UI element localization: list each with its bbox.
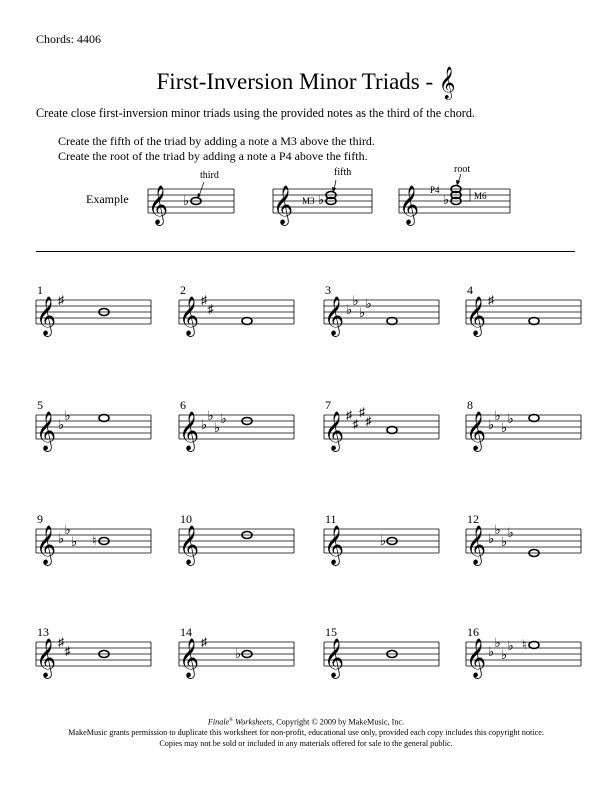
flat-icon: ♭ — [235, 646, 242, 661]
flat-icon: ♭ — [220, 411, 227, 426]
divider — [36, 251, 575, 252]
sharp-icon: ♯ — [365, 414, 372, 428]
flat-icon: ♭ — [64, 408, 71, 423]
sharp-icon: ♯ — [58, 635, 64, 649]
flat-icon: ♭ — [488, 644, 495, 659]
treble-clef-icon: 𝄞 — [466, 298, 487, 335]
exercise-staff — [179, 635, 294, 679]
exercise-number: 12 — [467, 512, 479, 526]
treble-clef-icon: 𝄞 — [324, 413, 345, 450]
treble-clef-icon: 𝄞 — [179, 413, 200, 450]
exercise-staff — [466, 522, 581, 566]
sharp-icon: ♯ — [201, 293, 207, 307]
annotation-m6: M6 — [474, 191, 487, 201]
annotation-root: root — [454, 164, 471, 175]
sharp-icon: ♯ — [359, 405, 365, 419]
treble-clef-icon: 𝄞 — [36, 527, 57, 564]
exercise-number: 6 — [180, 398, 186, 412]
flat-icon: ♭ — [359, 305, 366, 320]
sharp-icon: ♯ — [64, 644, 71, 658]
flat-icon: ♭ — [501, 647, 508, 662]
exercise-staff — [36, 522, 151, 566]
sharp-icon: ♯ — [201, 635, 207, 649]
exercise-number: 1 — [37, 283, 43, 297]
treble-clef-icon: 𝄞 — [324, 527, 345, 564]
treble-clef-icon: 𝄞 — [36, 413, 57, 450]
flat-icon: ♭ — [214, 420, 221, 435]
flat-icon: ♭ — [488, 417, 495, 432]
page-title-text: First-Inversion Minor Triads - — [156, 69, 434, 94]
exercise-number: 13 — [37, 625, 49, 639]
treble-clef-icon: 𝄞 — [466, 640, 487, 677]
flat-icon: ♭ — [71, 534, 78, 549]
exercise-number: 4 — [467, 283, 473, 297]
exercise-staff — [179, 408, 294, 452]
exercise-number: 16 — [467, 625, 479, 639]
flat-icon: ♭ — [488, 531, 495, 546]
note-head — [242, 318, 252, 325]
exercise-number: 3 — [325, 283, 331, 297]
annotation-fifth: fifth — [334, 167, 352, 178]
footer-italic: Worksheets — [235, 717, 273, 727]
flat-icon: ♭ — [443, 192, 450, 207]
treble-clef-icon: 𝄞 — [399, 187, 420, 224]
exercise-staves — [0, 280, 612, 680]
exercise-staff — [179, 526, 294, 566]
treble-clef-icon: 𝄞 — [36, 298, 57, 335]
treble-clef-icon: 𝄞 — [36, 640, 57, 677]
example-label: Example — [86, 192, 129, 206]
treble-clef-icon: 𝄞 — [179, 527, 200, 564]
exercise-staff — [324, 405, 439, 452]
footer-brand: Finale — [207, 717, 230, 727]
flat-icon: ♭ — [380, 533, 387, 548]
flat-icon: ♭ — [494, 522, 501, 537]
footer — [0, 716, 612, 749]
flat-icon: ♭ — [494, 635, 501, 650]
exercise-staff — [324, 526, 439, 566]
exercise-staff — [36, 408, 151, 452]
treble-clef-icon: 𝄞 — [438, 66, 456, 99]
example-staff-3 — [399, 164, 510, 226]
example-staff-2 — [273, 167, 372, 226]
instructions: Create close first-inversion minor triads using the provided notes as the third of the chord. — [36, 106, 475, 120]
flat-icon: ♭ — [201, 417, 208, 432]
exercise-number: 10 — [180, 512, 192, 526]
exercise-number: 7 — [325, 398, 331, 412]
treble-clef-icon: 𝄞 — [324, 640, 345, 677]
annotation-third: third — [200, 170, 219, 181]
flat-icon: ♭ — [64, 522, 71, 537]
worksheet-code: Chords: 4406 — [36, 32, 102, 46]
exercise-staff — [466, 293, 581, 337]
note-head — [529, 318, 539, 325]
note-head — [99, 415, 109, 422]
flat-icon: ♭ — [507, 411, 514, 426]
treble-clef-icon: 𝄞 — [324, 298, 345, 335]
treble-clef-icon: 𝄞 — [179, 640, 200, 677]
flat-icon: ♭ — [58, 417, 65, 432]
natural-icon: ♮ — [522, 637, 527, 652]
flat-icon: ♭ — [501, 534, 508, 549]
exercise-staff — [324, 639, 439, 679]
annotation-p4: P4 — [430, 185, 440, 195]
example-staves — [0, 160, 612, 230]
exercise-staff — [36, 635, 151, 679]
page-title — [0, 66, 612, 100]
flat-icon: ♭ — [507, 638, 514, 653]
exercise-staff — [466, 635, 581, 679]
flat-icon: ♭ — [318, 192, 325, 207]
example-staff-1 — [148, 170, 234, 226]
treble-clef-icon: 𝄞 — [179, 298, 200, 335]
treble-clef-icon: 𝄞 — [273, 187, 294, 224]
exercise-number: 9 — [37, 512, 43, 526]
exercise-number: 5 — [37, 398, 43, 412]
footer-line-1: Finale® Worksheets, Copyright © 2009 by MakeMusic, Inc. — [207, 717, 405, 727]
exercise-number: 14 — [180, 625, 192, 639]
flat-icon: ♭ — [507, 525, 514, 540]
flat-icon: ♭ — [501, 420, 508, 435]
sharp-icon: ♯ — [58, 293, 64, 307]
sharp-icon: ♯ — [488, 293, 494, 307]
footer-copyright: , Copyright © 2009 by MakeMusic, Inc. — [272, 717, 405, 727]
flat-icon: ♭ — [207, 408, 214, 423]
exercise-number: 2 — [180, 283, 186, 297]
instruction-step-1: Create the fifth of the triad by adding a note a M3 above the third. — [58, 134, 375, 148]
flat-icon: ♭ — [346, 302, 353, 317]
sharp-icon: ♯ — [207, 302, 214, 316]
note-head — [529, 642, 539, 649]
exercise-staff — [179, 293, 294, 337]
treble-clef-icon: 𝄞 — [466, 413, 487, 450]
treble-clef-icon: 𝄞 — [466, 527, 487, 564]
sharp-icon: ♯ — [352, 417, 359, 431]
sharp-icon: ♯ — [346, 408, 352, 422]
flat-icon: ♭ — [183, 193, 190, 208]
note-head — [529, 415, 539, 422]
exercise-number: 11 — [325, 512, 337, 526]
treble-clef-icon: 𝄞 — [148, 187, 169, 224]
annotation-m3: M3 — [302, 196, 315, 206]
exercise-number: 8 — [467, 398, 473, 412]
exercise-number: 15 — [325, 625, 337, 639]
note-head — [387, 318, 397, 325]
instruction-step-2: Create the root of the triad by adding a note a P4 above the fifth. — [58, 149, 368, 163]
exercise-staff — [36, 293, 151, 337]
footer-line-3: Copies may not be sold or included in any materials offered for sale to the general public. — [159, 738, 453, 748]
flat-icon: ♭ — [365, 296, 372, 311]
natural-icon: ♮ — [92, 533, 97, 548]
flat-icon: ♭ — [352, 293, 359, 308]
exercise-staff — [324, 293, 439, 337]
flat-icon: ♭ — [494, 408, 501, 423]
flat-icon: ♭ — [58, 531, 65, 546]
note-head — [387, 427, 397, 434]
footer-line-2: MakeMusic grants permission to duplicate this worksheet for non-profit, educational use only, provided each copy includes this copyright notice. — [68, 728, 544, 738]
exercise-staff — [466, 408, 581, 452]
